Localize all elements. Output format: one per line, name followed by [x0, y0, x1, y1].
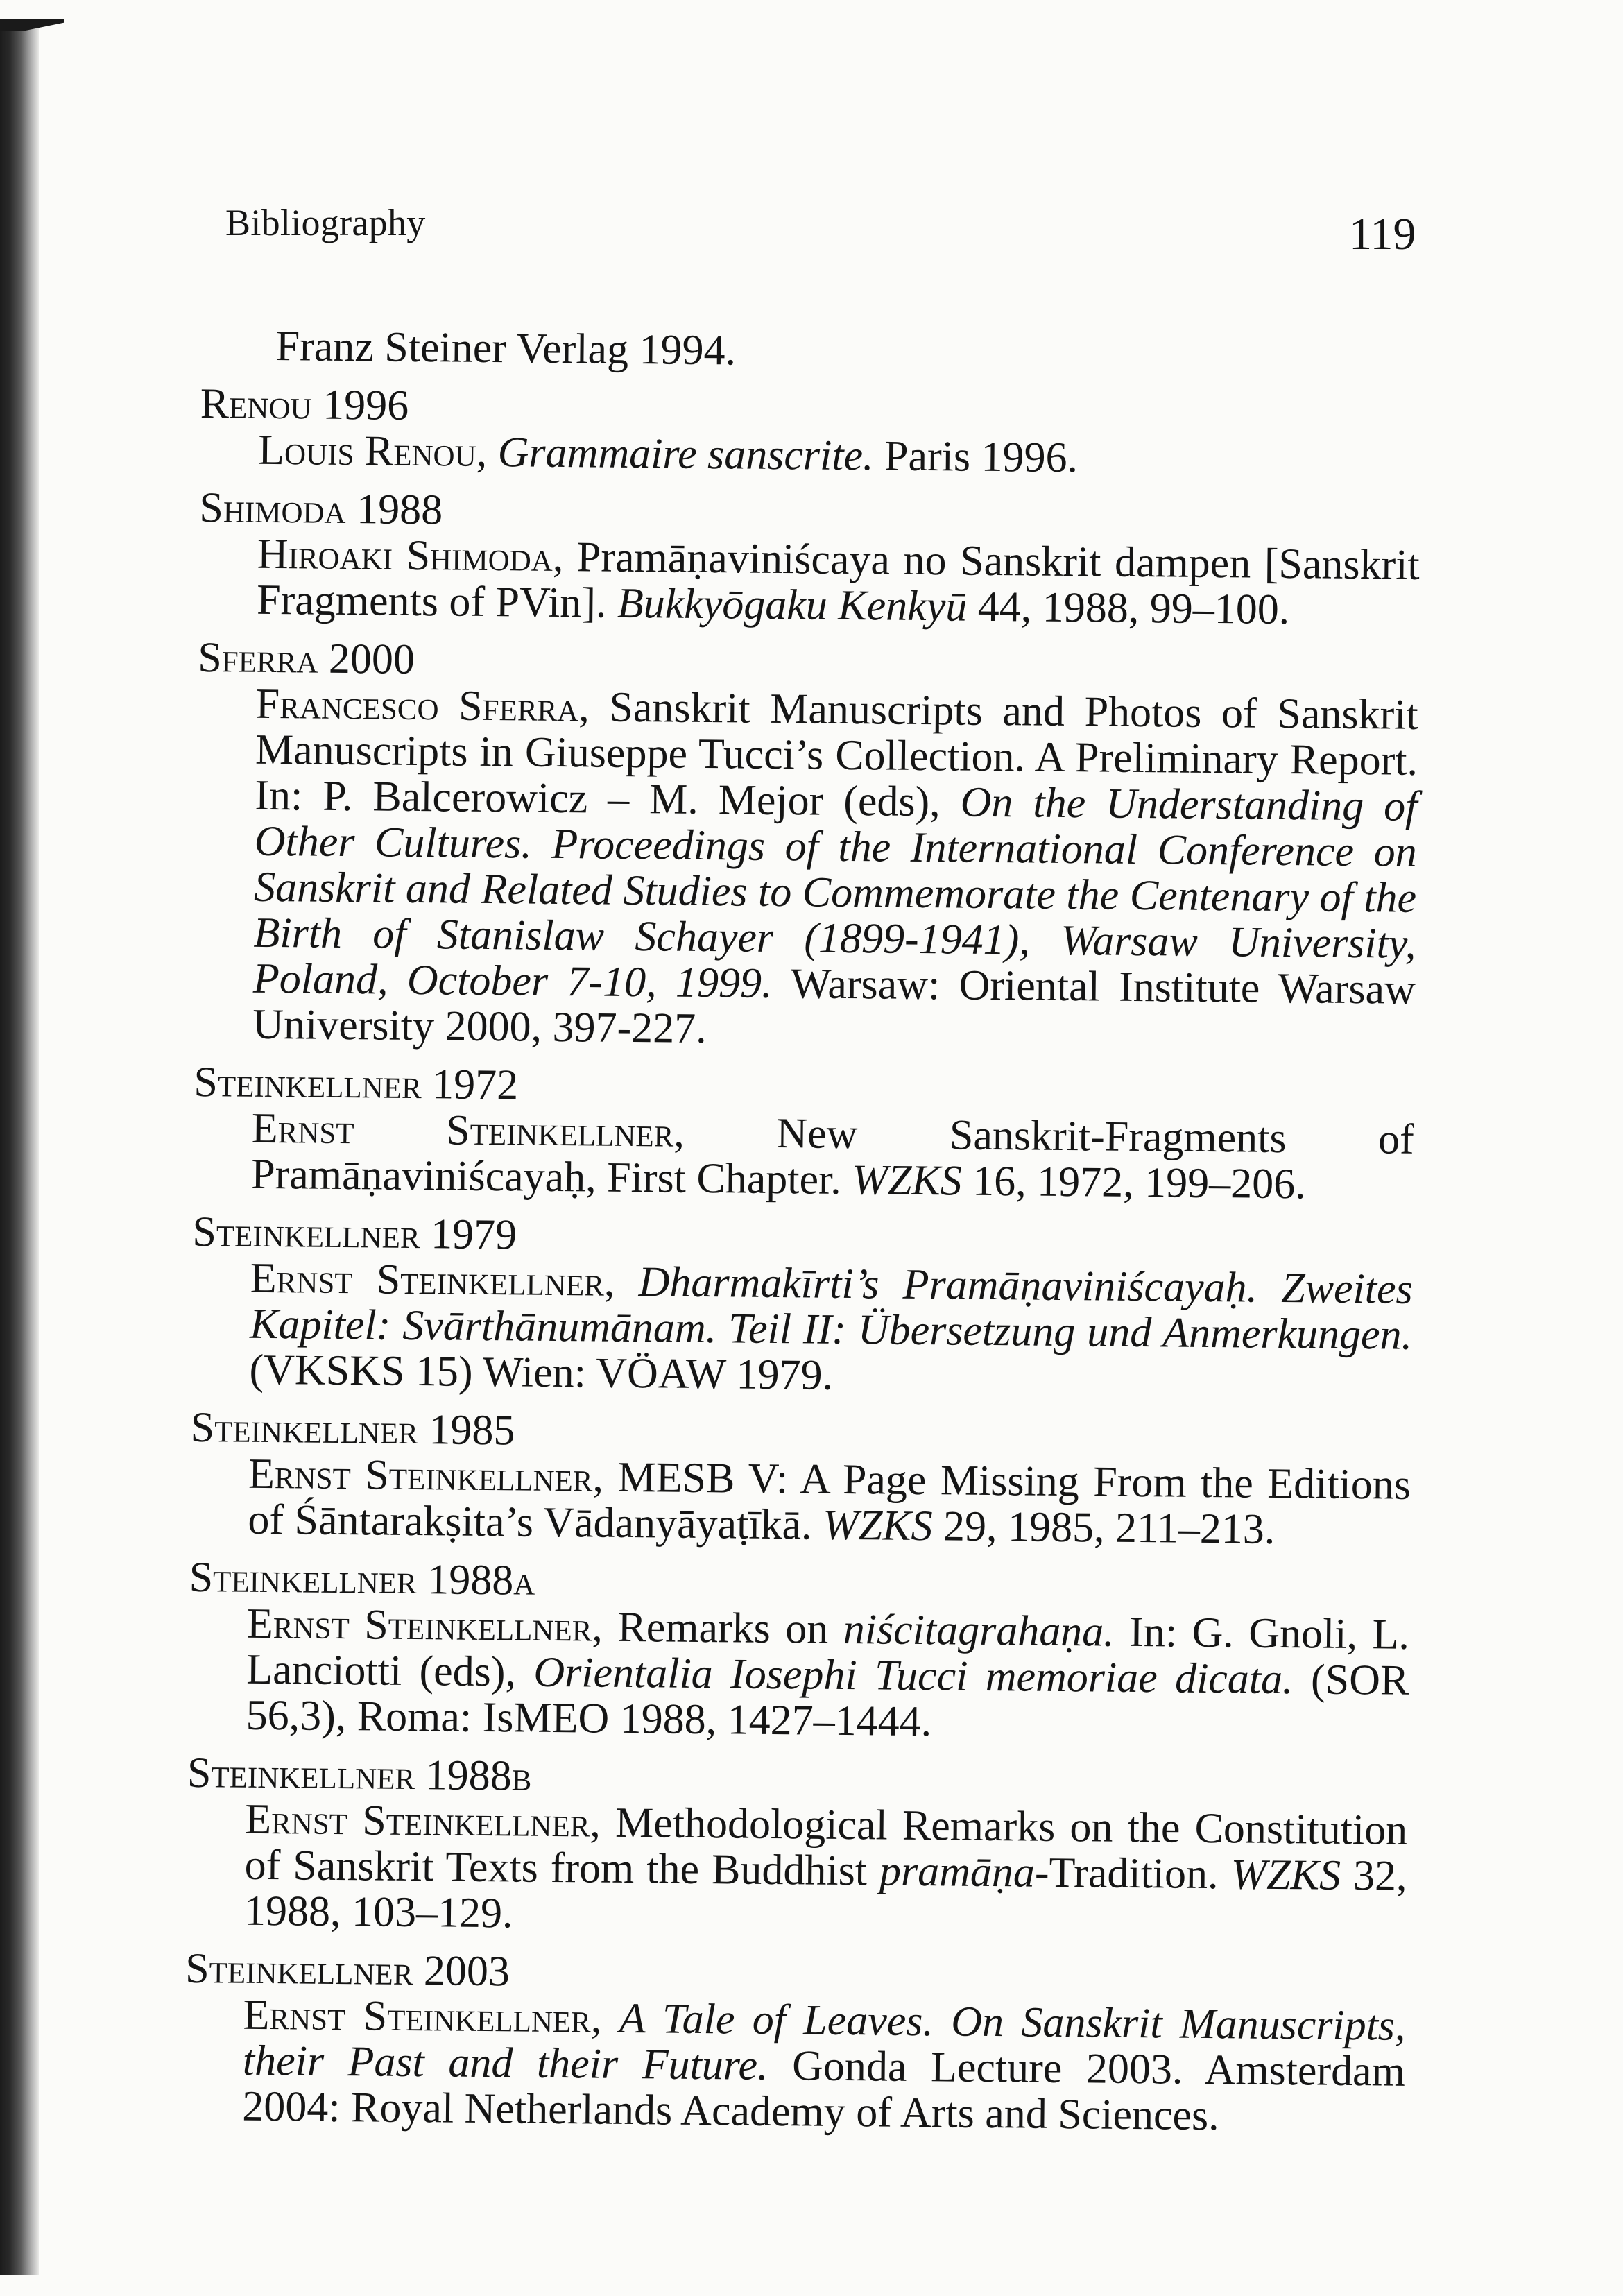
entry-text — [198, 531, 1420, 634]
binding-corner-mark — [0, 19, 64, 31]
entry-author: Ernst Steinkellner — [248, 1450, 593, 1501]
entry-title: , Pramāṇaviniścaya no Sanskrit dampen [Sanskrit Fragments of PVin]. — [256, 533, 1420, 627]
entry-text — [189, 1450, 1411, 1554]
entry-journal: Bukkyōgaku Kenkyū — [617, 579, 968, 631]
entry-journal: WZKS — [1230, 1851, 1341, 1899]
entry-book-title: On the Understanding of Other Cultures. Proceedings of the International Conference on Sanskrit and Related Studies to Commemorate the Centenary of the Birth of Stanislaw Schayer (1899-1941), Warsaw University, Poland, October 7-10, 1999. — [252, 778, 1418, 1007]
entry-separator: , — [590, 1994, 620, 2042]
entry-author: Ernst Steinkellner — [246, 1600, 592, 1651]
entry-separator: , — [603, 1258, 639, 1306]
entry-book-title: Orientalia Iosephi Tucci memoriae dicata. — [533, 1648, 1294, 1704]
bib-entry-steinkellner-1985 — [189, 1405, 1411, 1554]
entry-title: , MESB V: A Page Missing From the Editions of Śāntarakṣita’s Vādanyāyaṭīkā. — [248, 1453, 1411, 1549]
entry-title-end: -Tradition. — [1034, 1849, 1231, 1899]
entry-title: , Methodological Remarks on the Constitution of Sanskrit Texts from the Buddhist — [244, 1799, 1408, 1895]
bib-entry-sferra-2000 — [194, 635, 1419, 1059]
entry-publication: 32, 1988, 103–129. — [243, 1851, 1407, 1937]
entry-key: Steinkellner 1988a — [189, 1553, 535, 1604]
entry-key: Sferra 2000 — [198, 633, 415, 683]
entry-publication: 29, 1985, 211–213. — [932, 1502, 1276, 1553]
entry-text — [184, 1991, 1406, 2141]
bib-entry-steinkellner-1988a — [187, 1554, 1409, 1749]
entry-title: Dharmakīrti’s Pramāṇaviniścayaḥ. Zweites Kapitel: Svārthānumānam. Teil II: Übersetzung und Anmerkungen. — [249, 1258, 1414, 1359]
entry-publication: Paris 1996. — [873, 432, 1079, 482]
entry-publication: (VKSKS 15) Wien: VÖAW 1979. — [249, 1346, 834, 1399]
entry-text — [193, 1105, 1414, 1208]
entry-key: Steinkellner 1979 — [192, 1208, 517, 1259]
entry-text — [194, 680, 1418, 1059]
entry-author: Ernst Steinkellner — [244, 1795, 590, 1847]
entry-title: A Tale of Leaves. On Sanskrit Manuscripts, their Past and their Future. — [242, 1994, 1406, 2089]
entry-author: Francesco Sferra — [255, 680, 579, 731]
entry-author: Hiroaki Shimoda — [257, 530, 553, 581]
bib-entry-steinkellner-1979 — [191, 1209, 1413, 1404]
entry-key: Shimoda 1988 — [199, 483, 443, 534]
entry-publication: Warsaw: Oriental Institute Warsaw University 2000, 397-227. — [252, 959, 1416, 1053]
continuation-line: Franz Steiner Verlag 1994. — [275, 323, 737, 375]
entry-journal: WZKS — [822, 1501, 933, 1550]
bibliography-list — [184, 323, 1422, 2153]
entry-separator: , — [476, 428, 499, 477]
entry-title: , Sanskrit Manuscripts and Photos of Sanskrit Manuscripts in Giuseppe Tucci’s Collection. A Preliminary Report. In: P. Balcerowicz – M. Mejor (eds), — [255, 683, 1418, 826]
running-head: Bibliography — [225, 202, 426, 243]
entry-key: Steinkellner 1972 — [194, 1058, 519, 1109]
entry-text — [186, 1796, 1408, 1945]
entry-term: pramāṇa — [879, 1847, 1036, 1896]
bib-entry-steinkellner-1972 — [193, 1059, 1415, 1208]
entry-text — [191, 1255, 1413, 1404]
entry-title: Grammaire sanscrite. — [497, 429, 874, 480]
book-binding-edge — [0, 28, 39, 2275]
entry-publication: 16, 1972, 199–206. — [961, 1157, 1307, 1208]
entry-journal: WZKS — [851, 1156, 963, 1205]
entry-publication: 44, 1988, 99–100. — [966, 583, 1290, 634]
bib-entry-renou-1996 — [200, 381, 1421, 484]
entry-text — [187, 1600, 1409, 1749]
entry-editors: In: G. Gnoli, L. Lanciotti (eds), — [246, 1608, 1410, 1696]
entry-key: Steinkellner 2003 — [184, 1944, 510, 1996]
entry-author: Ernst Steinkellner — [243, 1991, 592, 2042]
entry-title: , New Sanskrit-Fragments of Pramāṇaviniścayaḥ, First Chapter. — [250, 1108, 1415, 1204]
entry-author: Louis Renou — [257, 426, 477, 476]
entry-term: niścitagrahaṇa. — [843, 1605, 1115, 1656]
page-number: 119 — [1349, 209, 1416, 259]
entry-publication: Gonda Lecture 2003. Amsterdam 2004: Royal Netherlands Academy of Arts and Sciences. — [241, 2041, 1406, 2140]
entry-publication: (SOR 56,3), Roma: IsMEO 1988, 1427–1444. — [246, 1656, 1409, 1746]
entry-author: Ernst Steinkellner — [250, 1254, 605, 1305]
entry-title: , Remarks on — [592, 1603, 844, 1653]
bib-entry-shimoda-1988 — [198, 485, 1420, 634]
entry-author: Ernst Steinkellner — [251, 1104, 674, 1156]
entry-key: Steinkellner 1988b — [187, 1749, 532, 1800]
bib-entry-steinkellner-2003 — [184, 1946, 1406, 2141]
entry-key: Renou 1996 — [200, 379, 409, 429]
bib-entry-steinkellner-1988b — [186, 1750, 1408, 1945]
entry-key: Steinkellner 1985 — [190, 1403, 515, 1455]
